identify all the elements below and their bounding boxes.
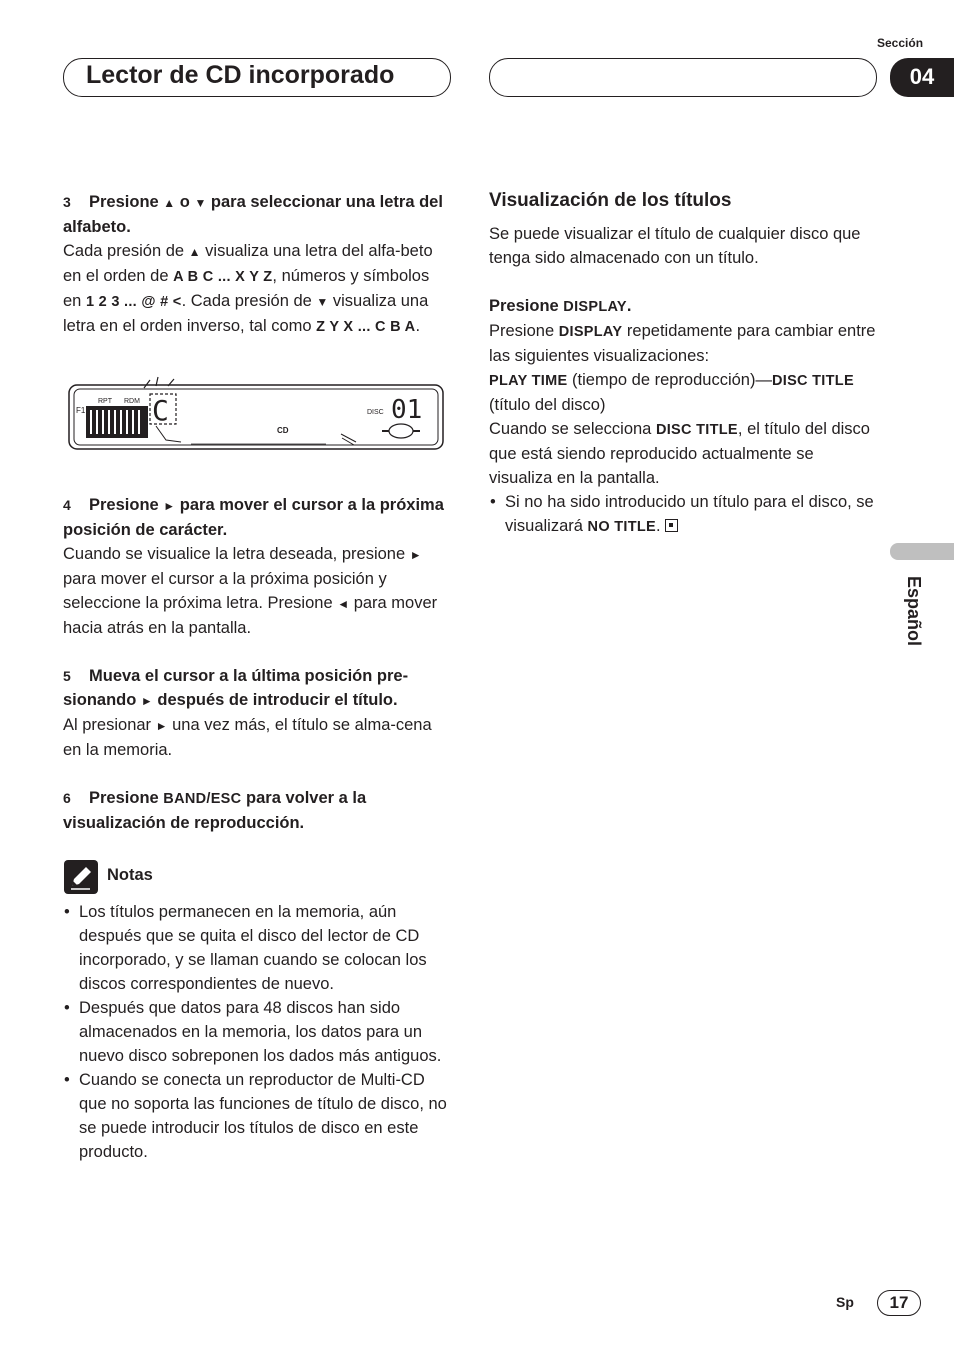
no-title-note: • Si no ha sido introducido un título para el disco, se visualizará NO TITLE. (489, 490, 881, 539)
disc-number-display: 01 (391, 395, 423, 425)
step-3-heading: 3 Presione ▲ o ▼ para seleccionar una letra del alfabeto. (63, 193, 443, 236)
step-4-body: Cuando se visualice la letra deseada, presione ► para mover el cursor a la próxima posición y seleccione la próxima letra. Presione ◄ para mover hacia atrás en la pantalla. (63, 545, 438, 637)
press-display-body: Presione DISPLAY repetidamente para cambiar entre las siguientes visualizaciones: (489, 322, 876, 365)
page-title: Lector de CD incorporado (86, 61, 395, 89)
notes-list (63, 900, 453, 1164)
page-number: 17 (877, 1290, 921, 1316)
up-arrow-icon: ▲ (188, 245, 201, 259)
header-title-box (63, 58, 451, 97)
intro-paragraph: Se puede visualizar el título de cualquier disco que tenga sido almacenado con un título. (489, 225, 861, 267)
level-meter-icon (86, 406, 148, 438)
left-arrow-icon: ◄ (337, 597, 350, 611)
step-5-body: Al presionar ► una vez más, el título se alma-cena en la memoria. (63, 716, 432, 759)
note-item: • Los títulos permanecen en la memoria, aún después que se quita el disco del lector de CD incorporado, y se llaman cuando se colocan los discos correspondientes de nuevo. (63, 900, 453, 996)
press-display-heading: Presione DISPLAY. (489, 297, 632, 315)
end-mark-icon (665, 519, 678, 532)
disc-indicator: DISC (367, 409, 384, 416)
right-arrow-icon: ► (155, 719, 168, 733)
notes-title: Notas (107, 866, 153, 884)
lcd-display-illustration (66, 376, 446, 452)
step-6-heading: 6 Presione BAND/ESC para volver a la visualización de reproducción. (63, 789, 367, 832)
right-arrow-icon: ► (140, 694, 153, 708)
f1-indicator: F1 (76, 406, 86, 415)
footer-language-code: Sp (836, 1294, 854, 1310)
disc-title-explanation: Cuando se selecciona DISC TITLE, el título del disco que está siendo reproducido actualmente se visualiza en la pantalla. (489, 420, 870, 487)
left-column-steps (63, 493, 451, 835)
down-arrow-icon: ▼ (194, 196, 207, 210)
cursor-letter: C (152, 394, 169, 427)
note-item: • Cuando se conecta un reproductor de Multi-CD que no soporta las funciones de título de disco, no se puede introducir los títulos de disco en este producto. (63, 1068, 453, 1164)
left-column (63, 190, 451, 339)
note-item: • Después que datos para 48 discos han sido almacenados en la memoria, los datos para un nuevo disco sobreponen los dados más antiguos. (63, 996, 453, 1068)
right-arrow-icon: ► (163, 499, 176, 513)
header-blank-box (489, 58, 877, 97)
rdm-indicator: RDM (124, 398, 140, 405)
pencil-note-icon (64, 860, 98, 894)
cd-indicator: CD (277, 426, 289, 435)
step-4-heading: 4 Presione ► para mover el cursor a la próxima posición de carácter. (63, 496, 444, 539)
right-column (489, 188, 881, 539)
step-5-heading: 5 Mueva el cursor a la última posición pre-sionando ► después de introducir el título. (63, 667, 409, 709)
section-label: Sección (877, 36, 924, 50)
step-3-body: Cada presión de ▲ visualiza una letra del alfa-beto en el orden de A B C ... X Y Z, números y símbolos en 1 2 3 ... @ # <. Cada presión de ▼ visualiza una letra en el orden inverso, tal como Z Y X ... C B A. (63, 242, 433, 335)
section-number: 04 (890, 58, 954, 97)
down-arrow-icon: ▼ (316, 295, 329, 309)
up-arrow-icon: ▲ (163, 196, 176, 210)
display-modes: PLAY TIME (tiempo de reproducción)—DISC TITLE (título del disco) (489, 371, 854, 414)
section-heading: Visualización de los títulos (489, 190, 732, 211)
language-label: Español (904, 576, 924, 647)
language-tab (890, 543, 954, 560)
right-arrow-icon: ► (409, 548, 422, 562)
rpt-indicator: RPT (98, 398, 112, 405)
